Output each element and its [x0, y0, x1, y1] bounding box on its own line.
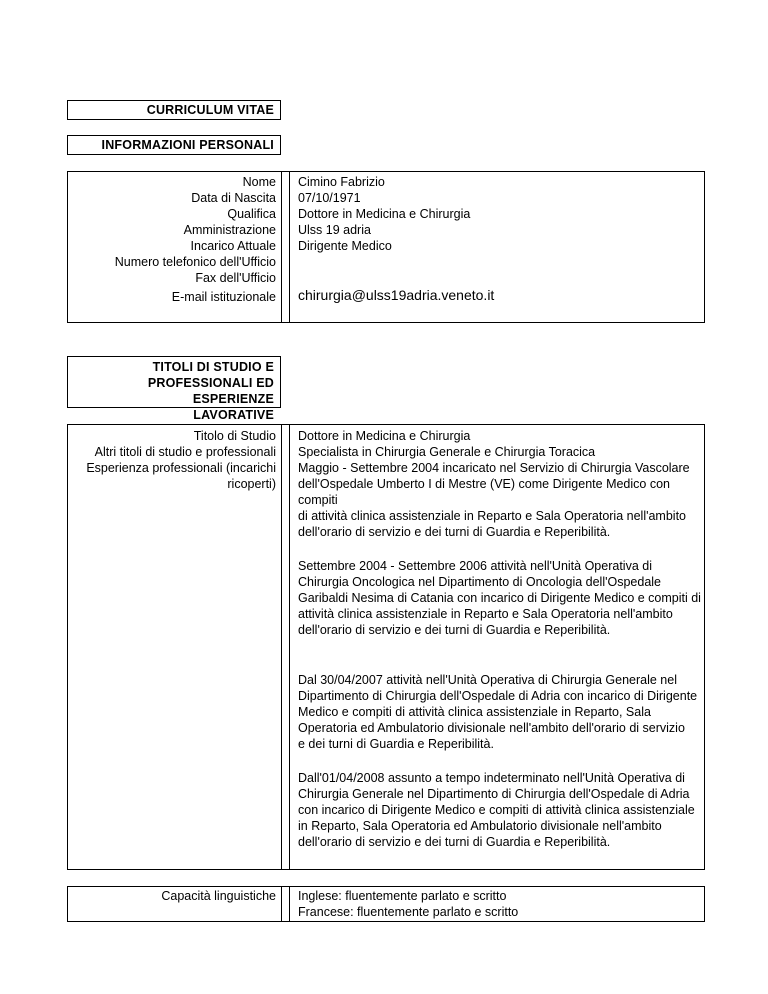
cv-title: CURRICULUM VITAE [146, 103, 274, 117]
label-titolo-studio: Titolo di Studio [193, 429, 276, 443]
cv-title-box [67, 100, 281, 120]
experience-1-line-3: di attività clinica assistenziale in Reparto e Sala Operatoria nell'ambito [298, 509, 687, 523]
personal-values [298, 174, 698, 303]
value-email[interactable]: chirurgia@ulss19adria.veneto.it [298, 287, 495, 303]
experience-3-line-3: Medico e compiti di attività clinica assistenziale in Reparto, Sala [298, 705, 651, 719]
experience-paragraph [298, 460, 703, 540]
experience-2-line-4: attività clinica assistenziale in Reparto e Sala Operatoria nell'ambito [298, 607, 673, 621]
experience-4-line-5: dell'orario di servizio e dei turni di Guardia e Reperibilità. [298, 835, 611, 849]
experience-1-line-4: dell'orario di servizio e dei turni di Guardia e Reperibilità. [298, 525, 611, 539]
experience-paragraph [298, 672, 703, 752]
studies-divider-2 [289, 424, 290, 870]
label-data-nascita: Data di Nascita [191, 191, 276, 205]
experience-4-line-3: con incarico di Dirigente Medico e compiti di attività clinica assistenziale [298, 803, 695, 817]
experience-2-line-1: Settembre 2004 - Settembre 2006 attività nell'Unità Operativa di [298, 559, 652, 573]
experience-3-line-2: Dipartimento di Chirurgia dell'Ospedale di Adria con incarico di Dirigente [298, 689, 698, 703]
value-francese: Francese: fluentemente parlato e scritto [298, 905, 519, 919]
label-incarico: Incarico Attuale [190, 239, 276, 253]
value-inglese: Inglese: fluentemente parlato e scritto [298, 889, 507, 903]
personal-info-title-box [67, 135, 281, 155]
value-incarico: Dirigente Medico [298, 239, 392, 253]
personal-info-divider [281, 171, 282, 323]
label-email: E-mail istituzionale [171, 290, 276, 304]
label-telefono: Numero telefonico dell'Ufficio [114, 255, 276, 269]
studies-title-line-2: PROFESSIONALI ED ESPERIENZE [147, 376, 274, 406]
value-data-nascita: 07/10/1971 [298, 191, 361, 205]
label-nome: Nome [242, 175, 276, 189]
experience-4-line-4: in Reparto, Sala Operatoria ed Ambulatorio divisionale nell'ambito [298, 819, 662, 833]
experience-2-line-5: dell'orario di servizio e dei turni di Guardia e Reperibilità. [298, 623, 611, 637]
value-nome: Cimino Fabrizio [298, 175, 385, 189]
experience-3-line-5: e dei turni di Guardia e Reperibilità. [298, 737, 494, 751]
studies-labels [70, 428, 276, 492]
experience-1-line-1: Maggio - Settembre 2004 incaricato nel Servizio di Chirurgia Vascolare [298, 461, 690, 475]
label-esperienza-cont: ricoperti) [227, 477, 276, 491]
personal-info-divider-2 [289, 171, 290, 323]
studies-values [298, 428, 703, 866]
value-amministrazione: Ulss 19 adria [298, 223, 371, 237]
studies-title-line-3: LAVORATIVE [193, 408, 274, 422]
studies-title-box [67, 356, 281, 422]
experience-2-line-3: Garibaldi Nesima di Catania con incarico di Dirigente Medico e compiti di [298, 591, 701, 605]
experience-paragraph [298, 770, 703, 850]
experience-2-line-2: Chirurgia Oncologica nel Dipartimento di Oncologia dell'Ospedale [298, 575, 662, 589]
languages-divider-2 [289, 886, 290, 922]
experience-4-line-1: Dall'01/04/2008 assunto a tempo indeterminato nell'Unità Operativa di [298, 771, 685, 785]
label-altri-titoli: Altri titoli di studio e professionali [94, 445, 276, 459]
label-amministrazione: Amministrazione [183, 223, 276, 237]
label-fax: Fax dell'Ufficio [195, 271, 276, 285]
personal-labels [70, 174, 276, 305]
studies-divider [281, 424, 282, 870]
studies-title-line-1: TITOLI DI STUDIO E [152, 360, 274, 374]
experience-1-line-2: dell'Ospedale Umberto I di Mestre (VE) come Dirigente Medico con compiti [298, 477, 670, 507]
personal-info-title: INFORMAZIONI PERSONALI [101, 138, 274, 152]
value-fax [298, 270, 698, 286]
experience-3-line-1: Dal 30/04/2007 attività nell'Unità Operativa di Chirurgia Generale nel [298, 673, 677, 687]
experience-3-line-4: Operatoria ed Ambulatorio divisionale nell'ambito dell'orario di servizio [298, 721, 685, 735]
languages-label-wrap [70, 888, 276, 904]
value-qualifica: Dottore in Medicina e Chirurgia [298, 207, 471, 221]
experience-4-line-2: Chirurgia Generale nel Dipartimento di Chirurgia dell'Ospedale di Adria [298, 787, 690, 801]
experience-paragraph [298, 558, 703, 638]
value-titolo-studio: Dottore in Medicina e Chirurgia [298, 429, 471, 443]
languages-divider [281, 886, 282, 922]
label-esperienza: Esperienza professionali (incarichi [86, 461, 276, 475]
label-qualifica: Qualifica [227, 207, 276, 221]
label-lingue: Capacità linguistiche [161, 889, 276, 903]
value-altri-titoli: Specialista in Chirurgia Generale e Chirurgia Toracica [298, 445, 596, 459]
languages-values [298, 888, 698, 920]
value-telefono [298, 254, 698, 270]
